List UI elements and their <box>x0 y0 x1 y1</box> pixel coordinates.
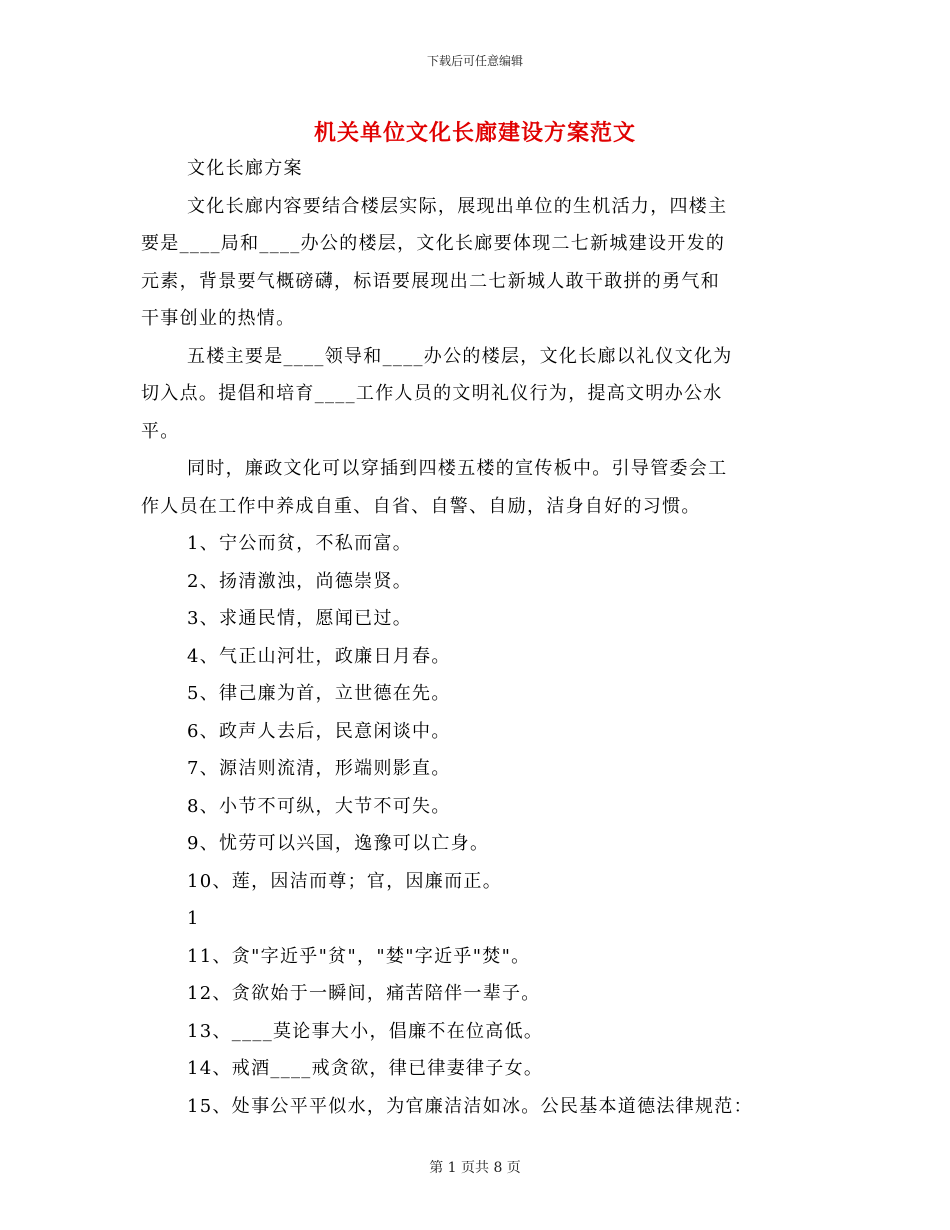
document-title: 机关单位文化长廊建设方案范文 <box>313 120 636 146</box>
page-footer: 第 1 页共 8 页 <box>429 1160 521 1176</box>
page-header: 下载后可任意编辑 <box>426 54 523 68</box>
list-item: 10、莲，因洁而尊；官，因廉而正。 <box>187 870 503 892</box>
list-item: 12、贪欲始于一瞬间，痛苦陪伴一辈子。 <box>187 983 541 1004</box>
list-item: 11、贪"字近乎"贫"，"婪"字近乎"焚"。 <box>187 945 531 967</box>
list-item: 4、气正山河壮，政廉日月春。 <box>187 645 451 667</box>
paragraph-line: 五楼主要是____领导和____办公的楼层，文化长廊以礼仪文化为 <box>187 345 733 367</box>
list-item: 13、____莫论事大小，倡廉不在位高低。 <box>187 1020 544 1042</box>
paragraph-line: 同时，廉政文化可以穿插到四楼五楼的宣传板中。引导管委会工 <box>187 458 728 479</box>
list-item: 15、处事公平平似水，为官廉洁洁如冰。公民基本道德法律规范： <box>187 1095 753 1117</box>
list-item: 8、小节不可纵，大节不可失。 <box>187 795 451 817</box>
list-item: 14、戒酒____戒贪欲，律已律妻律子女。 <box>187 1058 544 1079</box>
list-item: 5、律己廉为首，立世德在先。 <box>187 683 451 704</box>
list-item: 7、源洁则流清，形端则影直。 <box>187 758 451 779</box>
paragraph-line: 平。 <box>141 420 180 442</box>
paragraph-line: 要是____局和____办公的楼层，文化长廊要体现二七新城建设开发的 <box>141 233 726 254</box>
paragraph-line: 文化长廊内容要结合楼层实际，展现出单位的生机活力，四楼主 <box>187 195 728 217</box>
paragraph-line: 干事创业的热情。 <box>141 308 296 329</box>
list-item: 6、政声人去后，民意闲谈中。 <box>187 720 451 742</box>
page-marker: 1 <box>187 908 200 929</box>
paragraph-line: 元素，背景要气概磅礴，标语要展现出二七新城人敢干敢拼的勇气和 <box>141 270 720 292</box>
list-item: 9、忧劳可以兴国，逸豫可以亡身。 <box>187 833 490 854</box>
list-item: 1、宁公而贫，不私而富。 <box>187 533 413 554</box>
paragraph-line: 切入点。提倡和培育____工作人员的文明礼仪行为，提高文明办公水 <box>141 383 723 404</box>
paragraph-line: 作人员在工作中养成自重、自省、自警、自励，洁身自好的习惯。 <box>141 495 701 517</box>
section-subtitle: 文化长廊方案 <box>187 158 303 179</box>
list-item: 2、扬清激浊，尚德崇贤。 <box>187 570 413 592</box>
document-body <box>141 150 803 1125</box>
list-item: 3、求通民情，愿闻已过。 <box>187 608 413 629</box>
